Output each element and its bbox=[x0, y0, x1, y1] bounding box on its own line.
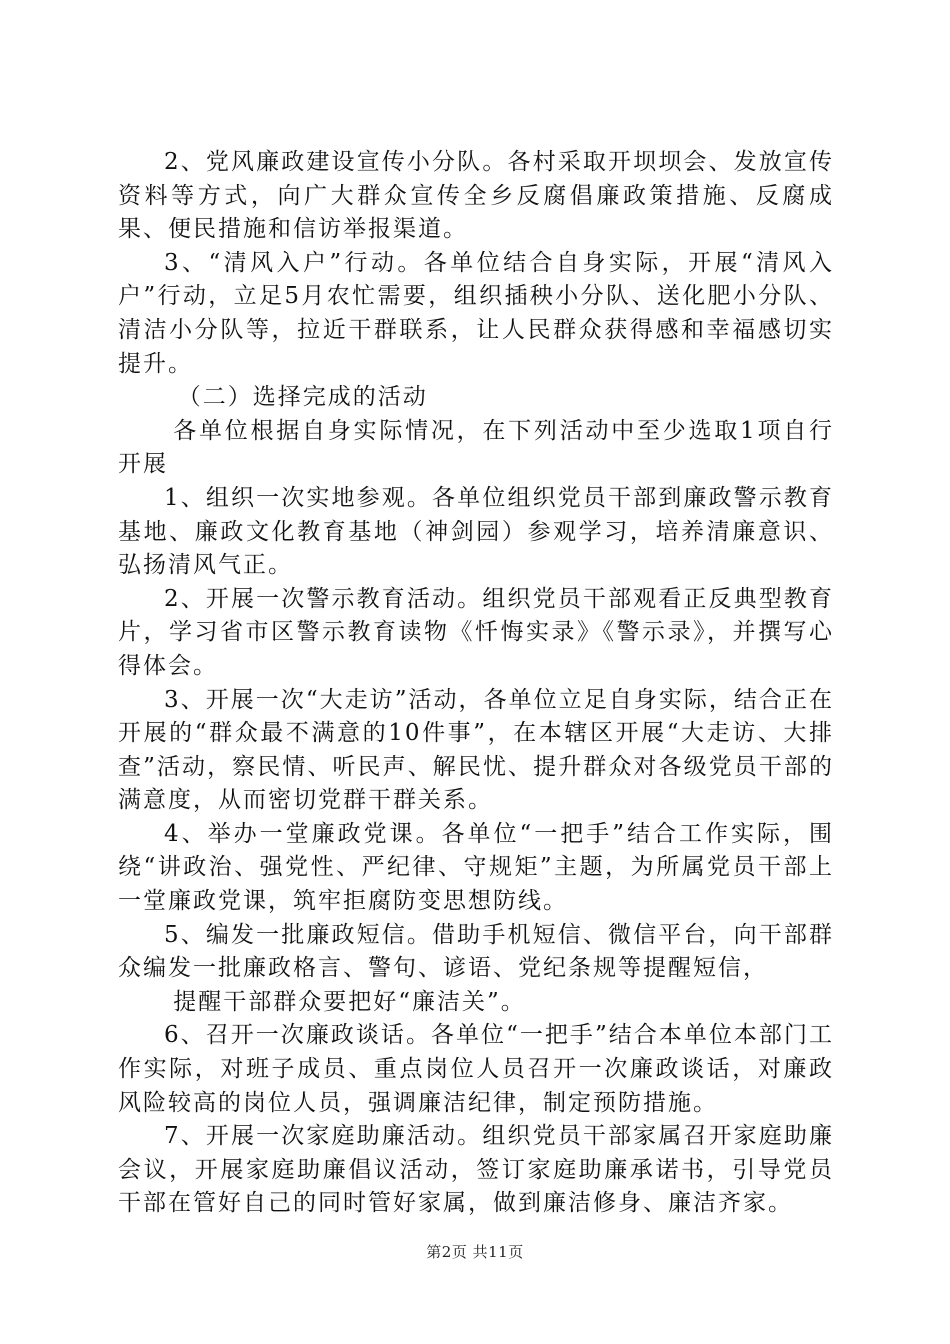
section-heading-optional-activities: （二）选择完成的活动 bbox=[177, 384, 428, 411]
paragraph-activity-1-visit: 1、组织一次实地参观。各单位组织党员干部到廉政警示教育基地、廉政文化教育基地（神剑园）参观学习，培养清廉意识、弘扬清风气正。 bbox=[118, 484, 834, 579]
paragraph-optional-intro: 各单位根据自身实际情况，在下列活动中至少选取1项自行开展 bbox=[118, 417, 834, 478]
paragraph-item-3-qingfeng-ruhu: 3、“清风入户”行动。各单位结合自身实际，开展“清风入户”行动，立足5月农忙需要，组织插秧小分队、送化肥小分队、清洁小分队等，拉近干群联系，让人民群众获得感和幸福感切实提升。 bbox=[118, 249, 834, 377]
page-number-footer: 第2页 共11页 bbox=[426, 1243, 524, 1261]
paragraph-activity-6-talk: 6、召开一次廉政谈话。各单位“一把手”结合本单位本部门工作实际，对班子成员、重点岗位人员召开一次廉政谈话，对廉政风险较高的岗位人员，强调廉洁纪律，制定预防措施。 bbox=[118, 1022, 834, 1116]
paragraph-activity-3-big-visit: 3、开展一次“大走访”活动，各单位立足自身实际，结合正在开展的“群众最不满意的10件事”，在本辖区开展“大走访、大排查”活动，察民情、听民声、解民忧、提升群众对各级党员干部的满意度，从而密切党群干群关系。 bbox=[118, 686, 834, 814]
paragraph-activity-4-party-lesson: 4、举办一堂廉政党课。各单位“一把手”结合工作实际，围绕“讲政治、强党性、严纪律、守规矩”主题，为所属党员干部上一堂廉政党课，筑牢拒腐防变思想防线。 bbox=[118, 820, 834, 915]
paragraph-item-2-propaganda-team: 2、党风廉政建设宣传小分队。各村采取开坝坝会、发放宣传资料等方式，向广大群众宣传全乡反腐倡廉政策措施、反腐成果、便民措施和信访举报渠道。 bbox=[118, 149, 834, 243]
document-body bbox=[118, 146, 834, 1221]
paragraph-activity-7-family: 7、开展一次家庭助廉活动。组织党员干部家属召开家庭助廉会议，开展家庭助廉倡议活动，签订家庭助廉承诺书，引导党员干部在管好自己的同时管好家属，做到廉洁修身、廉洁齐家。 bbox=[118, 1123, 834, 1217]
paragraph-activity-5-sms: 5、编发一批廉政短信。借助手机短信、微信平台，向干部群众编发一批廉政格言、警句、谚语、党纪条规等提醒短信， bbox=[118, 921, 834, 982]
paragraph-activity-5-continued: 提醒干部群众要把好“廉洁关”。 bbox=[173, 988, 526, 1015]
paragraph-activity-2-warning-education: 2、开展一次警示教育活动。组织党员干部观看正反典型教育片，学习省市区警示教育读物《忏悔实录》《警示录》，并撰写心得体会。 bbox=[118, 585, 834, 679]
